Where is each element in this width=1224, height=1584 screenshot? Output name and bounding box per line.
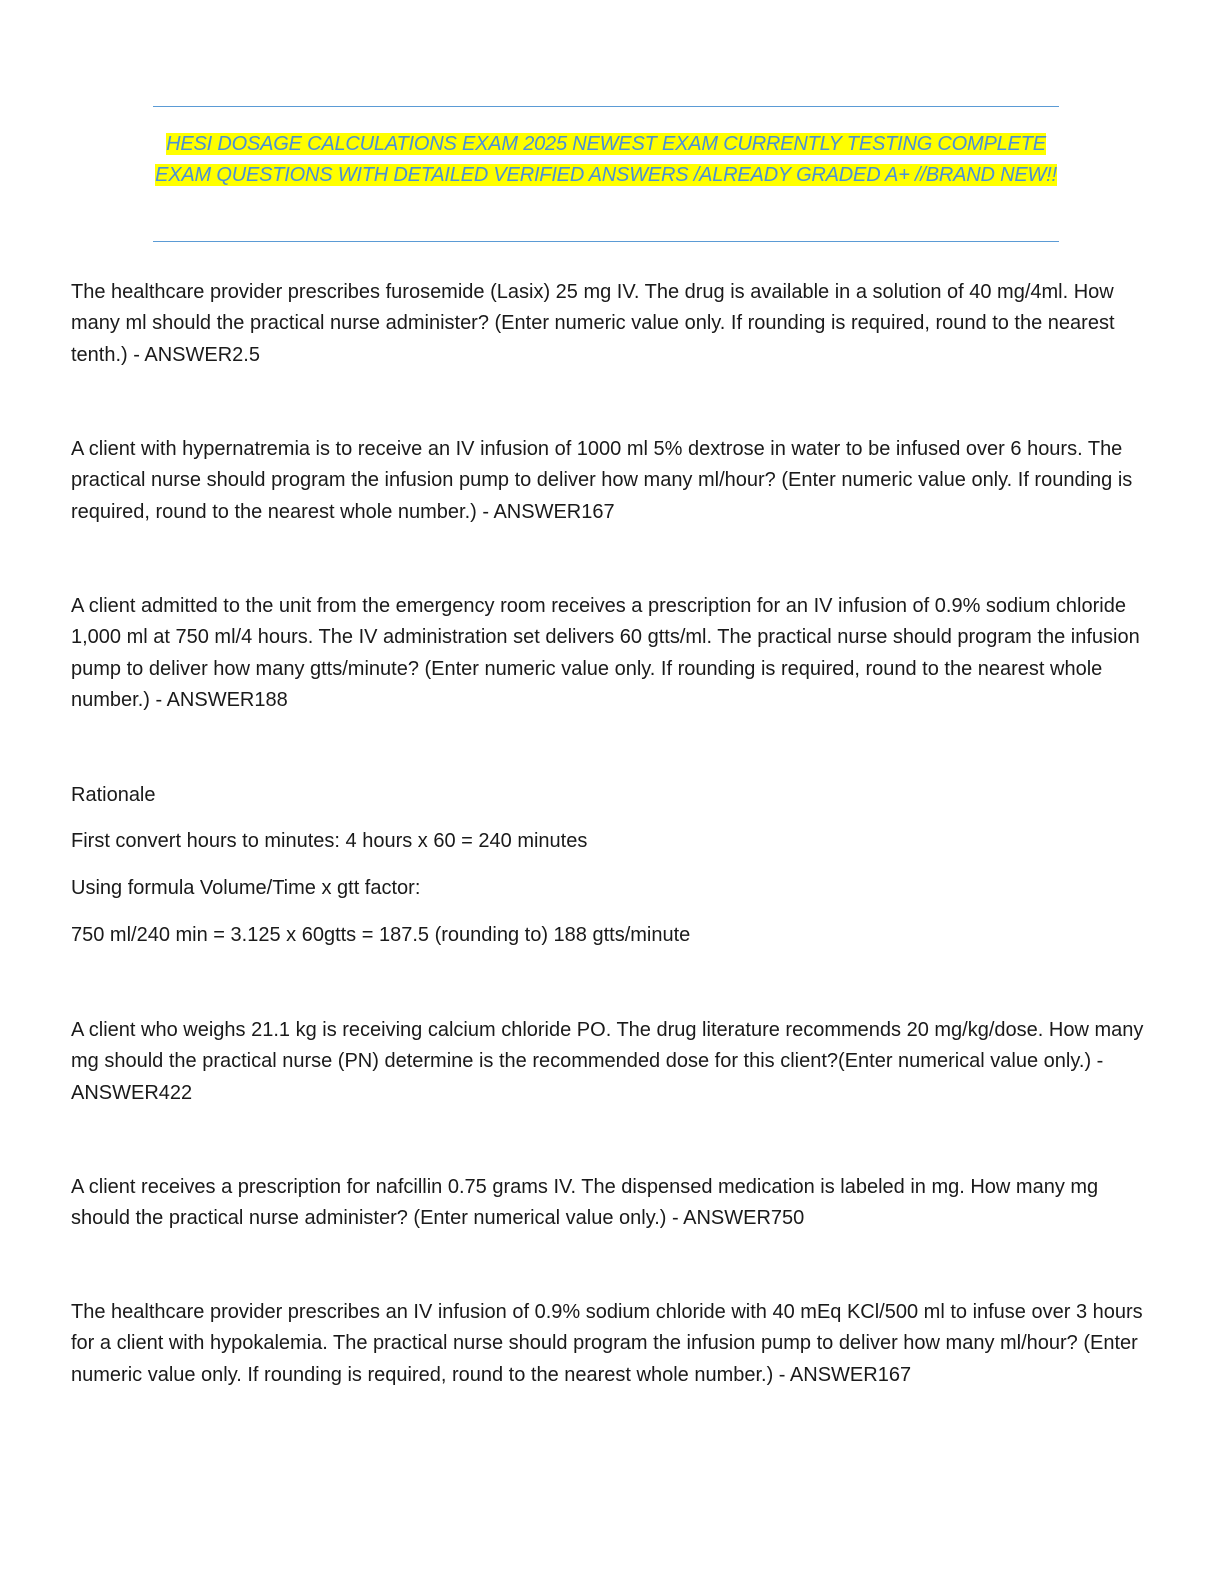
rationale-line-2: Using formula Volume/Time x gtt factor: xyxy=(71,877,421,899)
rationale-heading: Rationale xyxy=(71,784,156,806)
question-2: A client with hypernatremia is to receive an IV infusion of 1000 ml 5% dextrose in water to be infused over 6 hours. The practical nurse should program the infusion pump to deliver how many ml/hour? (Enter numeric value only. If rounding is required, round to the nearest whole number.) - ANSWER167 xyxy=(71,438,1133,523)
question-6: The healthcare provider prescribes an IV infusion of 0.9% sodium chloride with 40 mEq KCl/500 ml to infuse over 3 hours for a client with hypokalemia. The practical nurse should program the infusion pump to deliver how many ml/hour? (Enter numeric value only. If rounding is required, round to the nearest whole number.) - ANSWER167 xyxy=(71,1301,1143,1386)
question-3: A client admitted to the unit from the emergency room receives a prescription for an IV infusion of 0.9% sodium chloride 1,000 ml at 750 ml/4 hours. The IV administration set delivers 60 gtts/ml. The practical nurse should program the infusion pump to deliver how many gtts/minute? (Enter numeric value only. If rounding is required, round to the nearest whole number.) - ANSWER188 xyxy=(71,595,1140,711)
rationale-line-3: 750 ml/240 min = 3.125 x 60gtts = 187.5 (rounding to) 188 gtts/minute xyxy=(71,924,691,946)
rationale-line-1: First convert hours to minutes: 4 hours x 60 = 240 minutes xyxy=(71,830,588,852)
question-5: A client receives a prescription for nafcillin 0.75 grams IV. The dispensed medication is labeled in mg. How many mg should the practical nurse administer? (Enter numerical value only.) - ANSWER750 xyxy=(71,1176,1099,1230)
document-title xyxy=(153,129,1059,190)
question-4: A client who weighs 21.1 kg is receiving calcium chloride PO. The drug literature recommends 20 mg/kg/dose. How many mg should the practical nurse (PN) determine is the recommended dose for this client?(Enter numerical value only.) - ANSWER422 xyxy=(71,1019,1144,1104)
title-block xyxy=(153,106,1059,242)
document-title-text: HESI DOSAGE CALCULATIONS EXAM 2025 NEWEST EXAM CURRENTLY TESTING COMPLETE EXAM QUESTIONS WITH DETAILED VERIFIED ANSWERS /ALREADY GRADED A+ //BRAND NEW!! xyxy=(155,133,1057,186)
question-1: The healthcare provider prescribes furosemide (Lasix) 25 mg IV. The drug is available in a solution of 40 mg/4ml. How many ml should the practical nurse administer? (Enter numeric value only. If rounding is required, round to the nearest tenth.) - ANSWER2.5 xyxy=(71,281,1115,366)
